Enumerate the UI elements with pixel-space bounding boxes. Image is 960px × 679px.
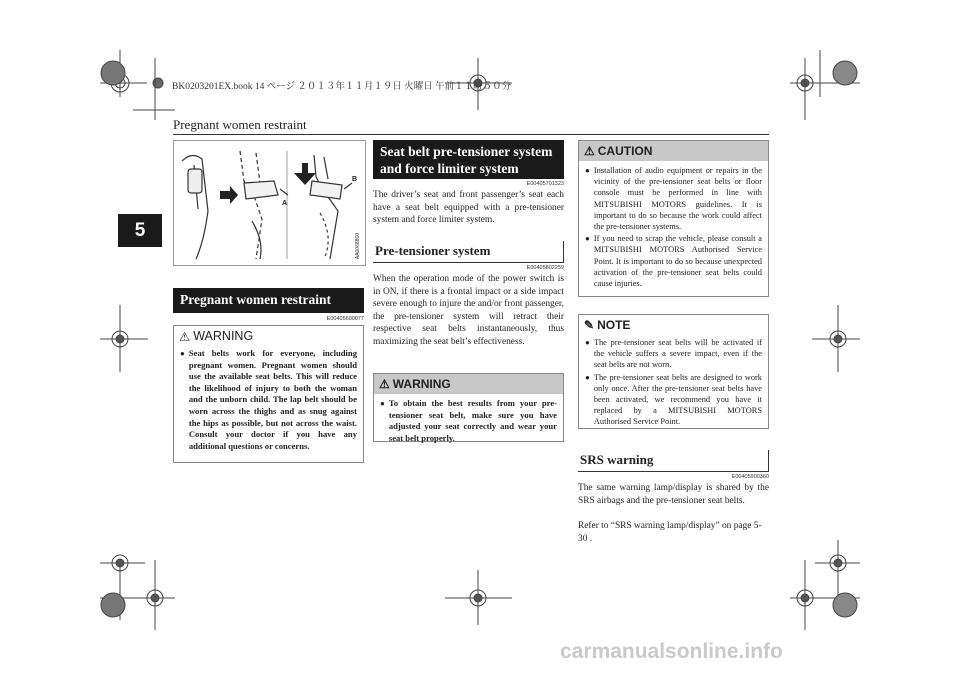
section-code-3: E00405900360 [731, 474, 769, 480]
label-b: B [352, 176, 358, 183]
paragraph-srs-reference: Refer to “SRS warning lamp/display” on page 5-30 . [578, 521, 762, 544]
heading-pregnant-women-restraint: Pregnant women restraint [173, 288, 364, 313]
chapter-tab: 5 [118, 214, 162, 247]
bullet-icon: ● [180, 349, 185, 358]
warning-header-2 [374, 374, 563, 394]
page-title: Pregnant women restraint [173, 117, 307, 132]
caution-triangle-icon: ⚠ [584, 144, 595, 158]
caution-title: CAUTION [597, 144, 653, 158]
caution-item-1: Installation of audio equipment or repairs in the vicinity of the pre-tensioner seat belts or floor console must be performed in line with MITSUBISHI MOTORS guidelines. It is important to do so because the work could affect the pre-tensioner systems. [593, 166, 762, 232]
warning-header [174, 326, 363, 346]
subheading-pretensioner: Pre-tensioner system [373, 241, 564, 263]
bullet-icon: ● [380, 399, 385, 408]
caution-item-2: If you need to scrap the vehicle, please consult a MITSUBISHI MOTORS Authorised Service Point. It is important to do so because unexpected activation of the pre-tensioner seat belts could cause injuries. [593, 234, 762, 289]
warning-box-2 [373, 373, 564, 442]
section-code-1: E00405701323 [526, 181, 564, 187]
paragraph-srs: The same warning lamp/display is shared by the SRS airbags and the pre-tensioner seat belts. [578, 483, 769, 506]
warning-box [173, 325, 364, 463]
label-a: A [282, 200, 288, 207]
warning-text-2: To obtain the best results from your pre-tensioner seat belt, make sure you have adjusted your seat correctly and wear your seat belt properly. [388, 398, 557, 443]
heading-seat-belt-pretensioner: Seat belt pre-tensioner system and force limiter system [373, 140, 564, 179]
right-arrow-icon [220, 186, 238, 204]
caution-box [578, 140, 769, 297]
note-item-1: The pre-tensioner seat belts will be activated if the vehicle suffers a severe impact, even if the seat belts are not worn. [593, 338, 762, 370]
caution-header [579, 141, 768, 161]
print-stamp: BK0203201EX.book 14 ページ ２０１３年１１月１９日 火曜日 午前１１時５０分 [172, 82, 512, 92]
warning-triangle-icon: ⚠ [179, 329, 191, 344]
paragraph-pretensioner: When the operation mode of the power switch is in ON, if there is a frontal impact or a side impact severe enough to injure the and/or front passenger, the pre-tensioner system will retract their respective seat belts instantaneously, thus maximizing the seat belt’s effectiveness. [373, 274, 564, 347]
section-code-2: E00405802259 [526, 265, 564, 271]
seat-belt-illustration [173, 140, 366, 266]
paragraph-intro: The driver’s seat and front passenger’s seat each have a seat belt equipped with a pre-tensioner system and force limiter system. [373, 190, 564, 226]
note-title: NOTE [597, 318, 631, 332]
subheading-srs-warning: SRS warning [578, 450, 769, 472]
warning-title: WARNING [193, 329, 254, 343]
section-code: E00405600077 [326, 316, 364, 322]
header-divider [173, 134, 769, 135]
note-pencil-icon: ✎ [584, 318, 595, 332]
note-item-2: The pre-tensioner seat belts are designed to work only once. After the pre-tensioner seat belts have been activated, we recommend you have it replaced by a MITSUBISHI MOTORS Authorised Service Point. [593, 372, 762, 427]
note-header [579, 315, 768, 335]
watermark: carmanualsonline.info [560, 640, 783, 663]
bullet-icon: ● [585, 166, 590, 175]
bullet-icon: ● [585, 338, 590, 347]
warning-triangle-icon: ⚠ [379, 377, 390, 391]
warning-title-2: WARNING [392, 377, 451, 391]
note-box [578, 314, 769, 429]
seat-belt-drawing [174, 141, 365, 265]
warning-text: Seat belts work for everyone, including pregnant women. Pregnant women should use the available seat belts. This will reduce the likelihood of injury to both the woman and the unborn child. The lap belt should be worn across the thighs and as snug against the hips as possible, but not across the waist. Consult your doctor if you have any additional questions or concerns. [188, 348, 357, 451]
bullet-icon: ● [585, 372, 590, 382]
illustration-code: AA0068860 [355, 232, 361, 259]
bullet-icon: ● [585, 234, 590, 244]
